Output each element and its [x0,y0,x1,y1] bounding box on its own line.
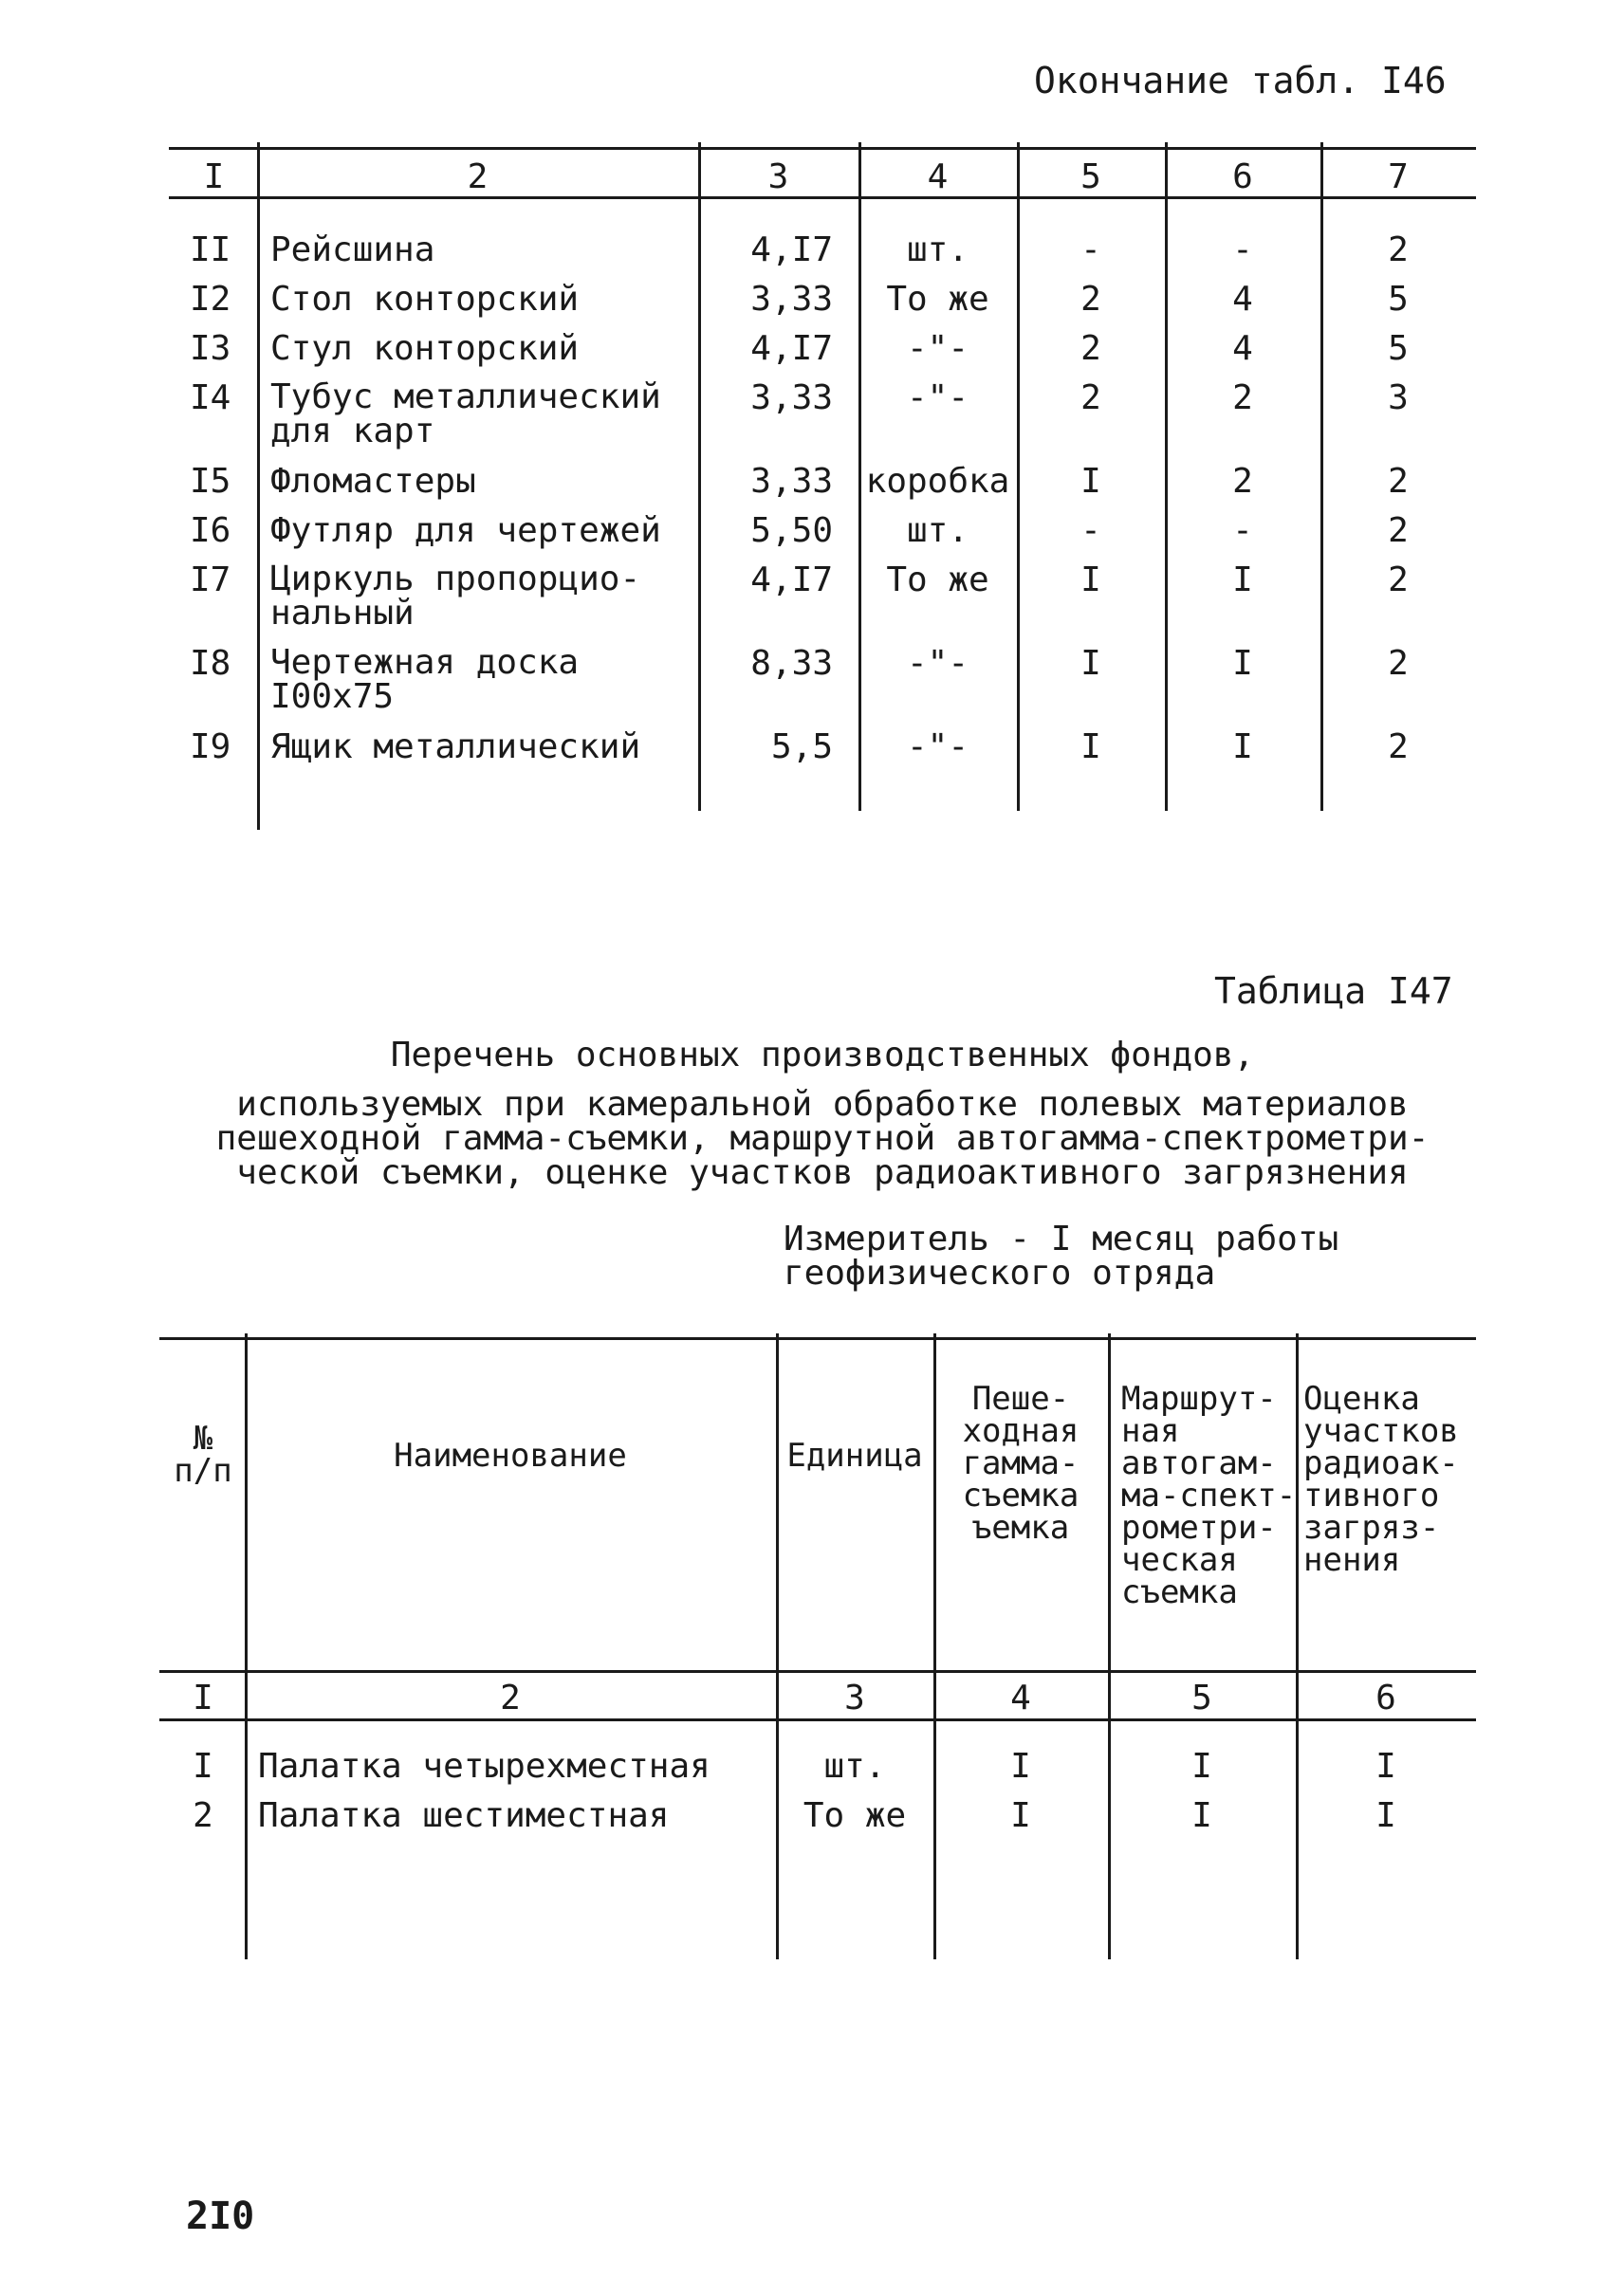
page-number: 2I0 [186,2195,255,2238]
table146-row-unit: -"- [906,329,969,368]
table146-head-4: 4 [927,157,949,196]
table146-row-c6: 4 [1232,280,1253,319]
table147-col-divider [1296,1333,1299,1959]
table146-row-c6: 2 [1232,378,1253,417]
table147-colnum: 5 [1191,1679,1212,1717]
table146-head-3: 3 [767,157,789,196]
table146-row-price: 5,50 [750,511,833,550]
table146-row-name: Тубус металлический для карт [270,377,661,450]
table147-col-divider [245,1333,248,1959]
table146-row-number: I8 [190,644,231,683]
table147-colnum-rule [159,1718,1476,1721]
table146-row-number: I6 [190,511,231,550]
table147-head-c5: Маршрут- ная автогам- ма-спект- рометри- ческая съемка [1121,1380,1297,1611]
table147-row-c6: I [1375,1747,1396,1786]
table146-row-price: 3,33 [750,462,833,501]
table147-title-line: используемых при камеральной обработке полевых материалов [236,1085,1409,1124]
table147-colnum: 6 [1375,1679,1396,1717]
table147-row-c4: I [1010,1796,1031,1835]
table146-row-price: 5,5 [770,727,833,766]
table146-row-name: Стул конторский [270,329,580,368]
table146-row-name: Ящик металлический [270,727,641,766]
table146-row-unit: шт. [906,230,969,269]
table147-row-name: Палатка шестиместная [258,1796,670,1835]
table146-row-c7: 5 [1388,329,1409,368]
table146-row-price: 3,33 [750,378,833,417]
table146-row-c5: 2 [1080,280,1101,319]
table146-head-7: 7 [1388,157,1409,196]
table146-row-c7: 2 [1388,511,1409,550]
table147-head-name: Наименование [394,1437,627,1475]
table146-row-c5: 2 [1080,378,1101,417]
table146-head-6: 6 [1232,157,1253,196]
table147-row-number: I [193,1747,213,1786]
table146-row-unit: -"- [906,727,969,766]
table147-colnum: 4 [1010,1679,1031,1717]
table147-head-c6: Оценка участков радиоак- тивного загряз- нения [1303,1380,1459,1579]
table146-row-c7: 2 [1388,462,1409,501]
table146-row-name: Фломастеры [270,462,476,501]
table147-title-line: Перечень основных производственных фондов, [390,1036,1255,1075]
table147-col-divider [1108,1333,1111,1959]
table147-label: Таблица I47 [1214,970,1453,1012]
table146-col-divider [257,142,260,830]
table146-row-name: Стол конторский [270,280,580,319]
table146-row-c7: 2 [1388,230,1409,269]
table146-row-c6: I [1232,727,1253,766]
table147-head-num: № п/п [174,1420,232,1490]
table146-row-unit: То же [886,560,989,599]
table146-row-c7: 5 [1388,280,1409,319]
table146-row-name: Футляр для чертежей [270,511,661,550]
table147-title-line: ческой съемки, оценке участков радиоактивного загрязнения [236,1153,1409,1192]
table146-row-number: I9 [190,727,231,766]
table146-row-price: 4,I7 [750,329,833,368]
table147-measure-line: геофизического отряда [784,1254,1216,1293]
table146-row-c6: I [1232,644,1253,683]
table146-row-c6: - [1232,511,1253,550]
table146-row-number: I4 [190,378,231,417]
table147-row-unit: шт. [823,1747,886,1786]
table147-row-c4: I [1010,1747,1031,1786]
table146-row-c6: 2 [1232,462,1253,501]
table146-row-price: 4,I7 [750,560,833,599]
table147-header-rule [159,1670,1476,1673]
table147-col-divider [776,1333,779,1959]
table147-colnum: I [193,1679,213,1717]
table146-top-rule [169,147,1476,150]
table146-row-unit: шт. [906,511,969,550]
table146-head-2: 2 [467,157,489,196]
table146-row-name: Рейсшина [270,230,435,269]
table146-row-c5: I [1080,644,1101,683]
table146-row-unit: коробка [865,462,1010,501]
table146-row-number: I7 [190,560,231,599]
table146-row-unit: -"- [906,644,969,683]
table146-row-c5: - [1080,511,1101,550]
table147-colnum: 2 [500,1679,521,1717]
table147-measure-line: Измеритель - I месяц работы [784,1220,1339,1258]
table146-row-c7: 2 [1388,644,1409,683]
table147-row-unit: То же [803,1796,907,1835]
table146-header-rule [169,196,1476,199]
table146-row-c5: 2 [1080,329,1101,368]
table146-row-name: Циркуль пропорцио- нальный [270,560,641,633]
table146-row-c6: - [1232,230,1253,269]
table146-row-c7: 3 [1388,378,1409,417]
table146-row-price: 3,33 [750,280,833,319]
table146-row-unit: -"- [906,378,969,417]
table146-head-1: I [203,157,225,196]
table146-row-number: II [190,230,231,269]
table146-row-c7: 2 [1388,727,1409,766]
table147-head-c4: Пеше- ходная гамма- съемка ъемка [962,1380,1080,1547]
table146-head-5: 5 [1080,157,1101,196]
table146-caption: Окончание табл. I46 [1034,60,1447,101]
table146-row-c5: I [1080,727,1101,766]
table146-row-price: 8,33 [750,644,833,683]
table146-row-price: 4,I7 [750,230,833,269]
table146-row-number: I2 [190,280,231,319]
table146-row-c6: 4 [1232,329,1253,368]
table146-row-c5: - [1080,230,1101,269]
table147-title-line: пешеходной гамма-съемки, маршрутной автогамма-спектрометри- [215,1119,1430,1158]
table147-row-c5: I [1191,1796,1212,1835]
table146-row-c6: I [1232,560,1253,599]
table147-top-rule [159,1337,1476,1340]
table147-row-c6: I [1375,1796,1396,1835]
table147-head-unit: Единица [786,1437,923,1475]
table146-row-c5: I [1080,462,1101,501]
table146-row-number: I5 [190,462,231,501]
table147-row-c5: I [1191,1747,1212,1786]
table146-row-unit: То же [886,280,989,319]
table147-row-name: Палатка четырехместная [258,1747,710,1786]
table146-row-c7: 2 [1388,560,1409,599]
table147-row-number: 2 [193,1796,213,1835]
table146-row-c5: I [1080,560,1101,599]
table146-row-name: Чертежная доска I00x75 [270,643,580,716]
table147-colnum: 3 [844,1679,865,1717]
table146-row-number: I3 [190,329,231,368]
